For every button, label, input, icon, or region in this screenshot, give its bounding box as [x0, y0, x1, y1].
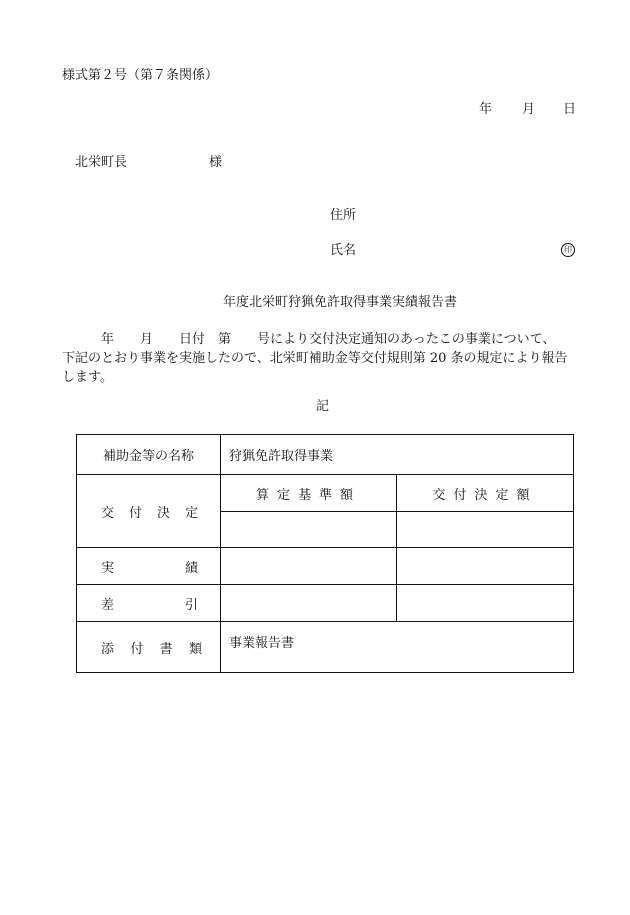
actual-label: [77, 548, 221, 585]
grant-decision-amount-cell[interactable]: [397, 512, 574, 548]
date-day-label: 日: [563, 102, 577, 117]
body-line-1: 年 月 日付 第 号により交付決定通知のあったこの事業について、: [62, 332, 556, 347]
label-char: 決: [156, 505, 170, 521]
label-char: 書: [159, 641, 173, 657]
difference-calc-cell[interactable]: [221, 585, 397, 622]
table-row: [77, 585, 574, 622]
label-char: 付: [130, 641, 144, 657]
table-row: [77, 435, 574, 475]
date-year-label: 年: [479, 102, 493, 117]
name-label: 氏名: [330, 243, 357, 258]
report-table: [76, 434, 574, 673]
table-row: [77, 622, 574, 673]
label-char: 付: [128, 505, 142, 521]
subsidy-name-label: 補助金等の名称: [77, 435, 221, 475]
table-row: [77, 475, 574, 512]
label-char: 実: [101, 560, 115, 576]
label-char: 引: [184, 597, 198, 613]
calc-base-amount-cell[interactable]: [221, 512, 397, 548]
label-char: 添: [101, 641, 115, 657]
label-char: 交: [101, 505, 115, 521]
calc-base-amount-header: 算定基準額: [221, 475, 397, 512]
honorific: 様: [209, 155, 223, 170]
attachments-label: [77, 622, 221, 673]
label-char: 類: [188, 641, 202, 657]
difference-label: [77, 585, 221, 622]
subsidy-name-value: 狩猟免許取得事業: [221, 435, 574, 475]
label-char: 績: [184, 560, 198, 576]
grant-decision-amount-header: 交付決定額: [397, 475, 574, 512]
form-number: 様式第２号（第７条関係）: [62, 68, 219, 83]
label-char: 差: [101, 597, 115, 613]
addressee: 北栄町長: [75, 155, 128, 170]
label-char: 定: [184, 505, 198, 521]
seal-mark-icon: 印: [561, 243, 575, 257]
address-label: 住所: [330, 208, 357, 223]
attachments-value: 事業報告書: [221, 622, 574, 673]
actual-calc-cell[interactable]: [221, 548, 397, 585]
document-title: 年度北栄町狩猟免許取得事業実績報告書: [223, 295, 458, 310]
table-row: [77, 548, 574, 585]
body-text: [62, 330, 582, 387]
date-month-label: 月: [522, 102, 536, 117]
body-line-3: します。: [62, 370, 113, 385]
difference-decision-cell[interactable]: [397, 585, 574, 622]
grant-decision-label: [77, 475, 221, 548]
body-line-2: 下記のとおり事業を実施したので、北栄町補助金等交付規則第 20 条の規定により報告: [62, 351, 568, 366]
ki-heading: 記: [316, 399, 330, 414]
actual-decision-cell[interactable]: [397, 548, 574, 585]
